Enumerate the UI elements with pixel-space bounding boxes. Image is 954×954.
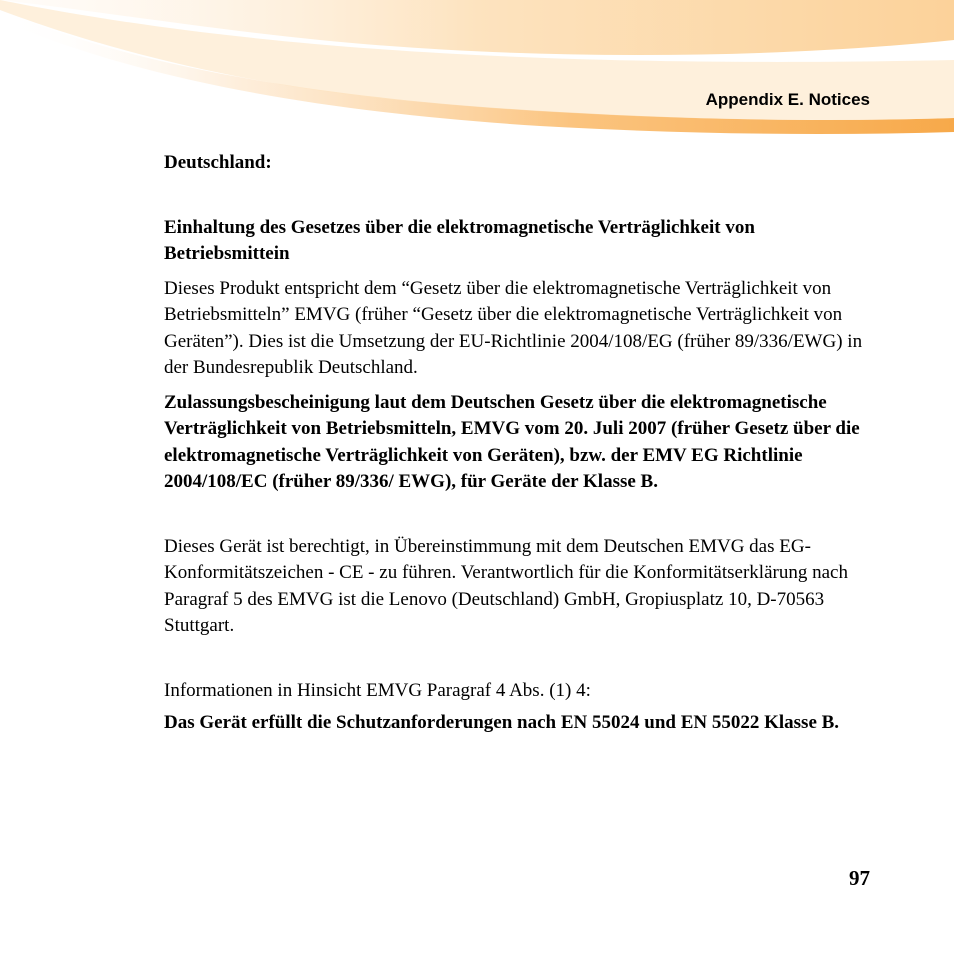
paragraph-emvg-info: Informationen in Hinsicht EMVG Paragraf 4 Abs. (1) 4: [164, 679, 591, 701]
paragraph-ce-mark: Dieses Gerät ist berechtigt, in Übereinstimmung mit dem Deutschen EMVG das EG-Konformitätszeichen - CE - zu führen. Verantwortlich für die Konformitätserklärung nach Paragraf 5 des EMVG ist die Lenovo (Deutschland) GmbH, Gropiusplatz 10, D-70563 Stuttgart. [164, 535, 848, 636]
heading-certification: Zulassungsbescheinigung laut dem Deutschen Gesetz über die elektromagnetische Verträglichkeit von Betriebsmitteln, EMVG vom 20. Juli 2007 (früher Gesetz über die elektromagnetische Verträglichkeit von Geräten), bzw. der EMV EG Richtlinie 2004/108/EC (früher 89/336/ EWG), für Geräte der Klasse B. [164, 391, 860, 492]
running-header: Appendix E. Notices [705, 90, 870, 109]
paragraph-emvg-description: Dieses Produkt entspricht dem “Gesetz über die elektromagnetische Verträglichkeit von Betriebsmitteln” EMVG (früher “Gesetz über die elektromagnetische Verträglichkeit von Geräten”). Dies ist die Umsetzung der EU-Richtlinie 2004/108/EG (früher 89/336/EWG) in der Bundesrepublik Deutschland. [164, 277, 863, 378]
header-swoosh-decoration [0, 0, 954, 140]
page-number: 97 [849, 866, 870, 890]
section-title: Deutschland: [164, 152, 272, 173]
heading-protection-requirements: Das Gerät erfüllt die Schutzanforderungen nach EN 55024 und EN 55022 Klasse B. [164, 712, 840, 733]
page-content [164, 150, 876, 737]
heading-emvg-compliance: Einhaltung des Gesetzes über die elektromagnetische Verträglichkeit von Betriebsmittein [164, 216, 755, 264]
